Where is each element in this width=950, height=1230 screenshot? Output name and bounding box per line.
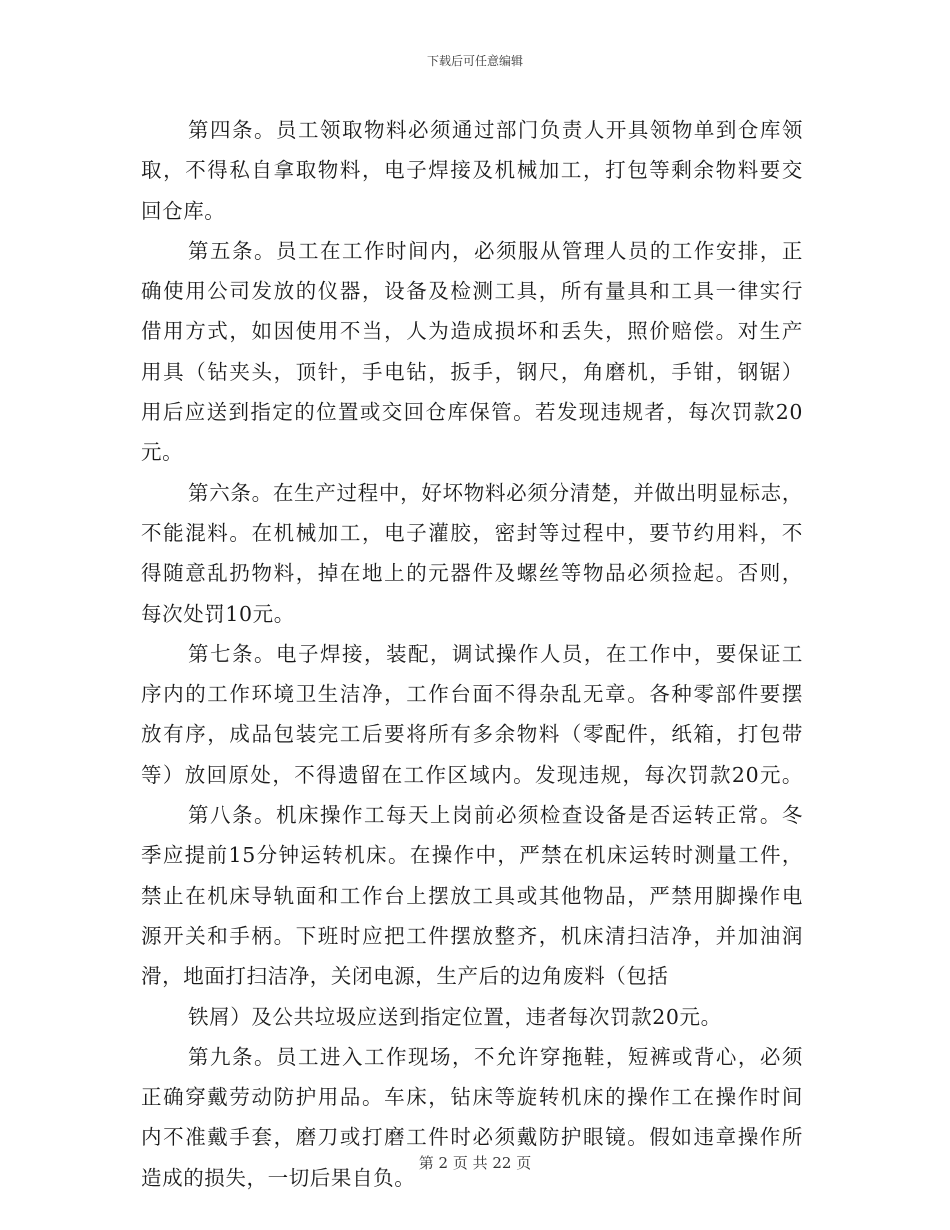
article-line: 正确穿戴劳动防护用品。车床，钻床等旋转机床的操作工在操作时间: [141, 1085, 803, 1110]
article-line: 元。: [141, 440, 184, 465]
article-line: 第四条。员工领取物料必须通过部门负责人开具领物单到仓库领: [188, 118, 803, 142]
article-line: 季应提前15分钟运转机床。在操作中，严禁在机床运转时测量工件，: [141, 843, 803, 868]
article-line: 第八条。机床操作工每天上岗前必须检查设备是否运转正常。冬: [188, 803, 803, 828]
article-7: [141, 634, 803, 795]
article-line: 取，不得私自拿取物料，电子焊接及机械加工，打包等剩余物料要交: [141, 158, 803, 183]
article-line: 用具（钻夹头，顶针，手电钻，扳手，钢尺，角磨机，手钳，钢锯）: [141, 359, 803, 384]
article-line: 等）放回原处，不得遗留在工作区域内。发现违规，每次罚款20元。: [141, 762, 803, 787]
article-line: 铁屑）及公共垃圾应送到指定位置，违者每次罚款20元。: [188, 1004, 722, 1029]
article-line: 确使用公司发放的仪器，设备及检测工具，所有量具和工具一律实行: [141, 279, 803, 304]
article-line: 不能混料。在机械加工，电子灌胶，密封等过程中，要节约用料，不: [141, 520, 803, 545]
article-6: [141, 473, 803, 634]
article-8: [141, 795, 803, 1037]
article-line: 放有序，成品包装完工后要将所有多余物料（零配件，纸箱，打包带: [141, 722, 803, 747]
article-line: 第六条。在生产过程中，好坏物料必须分清楚，并做出明显标志，: [188, 480, 803, 505]
article-line: 回仓库。: [141, 198, 226, 223]
article-line: 禁止在机床导轨面和工作台上摆放工具或其他物品，严禁用脚操作电: [141, 883, 803, 908]
article-line: 第五条。员工在工作时间内，必须服从管理人员的工作安排，正: [188, 238, 803, 263]
article-5: [141, 231, 803, 473]
article-line: 序内的工作环境卫生洁净，工作台面不得杂乱无章。各种零部件要摆: [141, 682, 803, 707]
article-line: 造成的损失，一切后果自负。: [141, 1165, 416, 1190]
article-line: 第九条。员工进入工作现场，不允许穿拖鞋，短裤或背心，必须: [188, 1044, 803, 1069]
article-line: 得随意乱扔物料，掉在地上的元器件及螺丝等物品必须捡起。否则，: [141, 561, 803, 586]
article-line: 用后应送到指定的位置或交回仓库保管。若发现违规者，每次罚款20: [141, 400, 803, 425]
article-list: [141, 110, 803, 1198]
page-number: 第 2 页 共 22 页: [418, 1154, 532, 1172]
page-header-note: 下载后可任意编辑: [426, 54, 523, 68]
article-line: 第七条。电子焊接，装配，调试操作人员，在工作中，要保证工: [188, 641, 803, 666]
article-line: 内不准戴手套，磨刀或打磨工件时必须戴防护眼镜。假如违章操作所: [141, 1125, 803, 1150]
article-line: 每次处罚10元。: [141, 601, 295, 626]
article-line: 源开关和手柄。下班时应把工件摆放整齐，机床清扫洁净，并加油润: [141, 923, 803, 948]
article-4: [141, 110, 803, 231]
article-line: 滑，地面打扫洁净，关闭电源，生产后的边角废料（包括: [141, 964, 669, 989]
article-9: [141, 1037, 803, 1198]
article-line: 借用方式，如因使用不当，人为造成损坏和丢失，照价赔偿。对生产: [141, 319, 803, 344]
